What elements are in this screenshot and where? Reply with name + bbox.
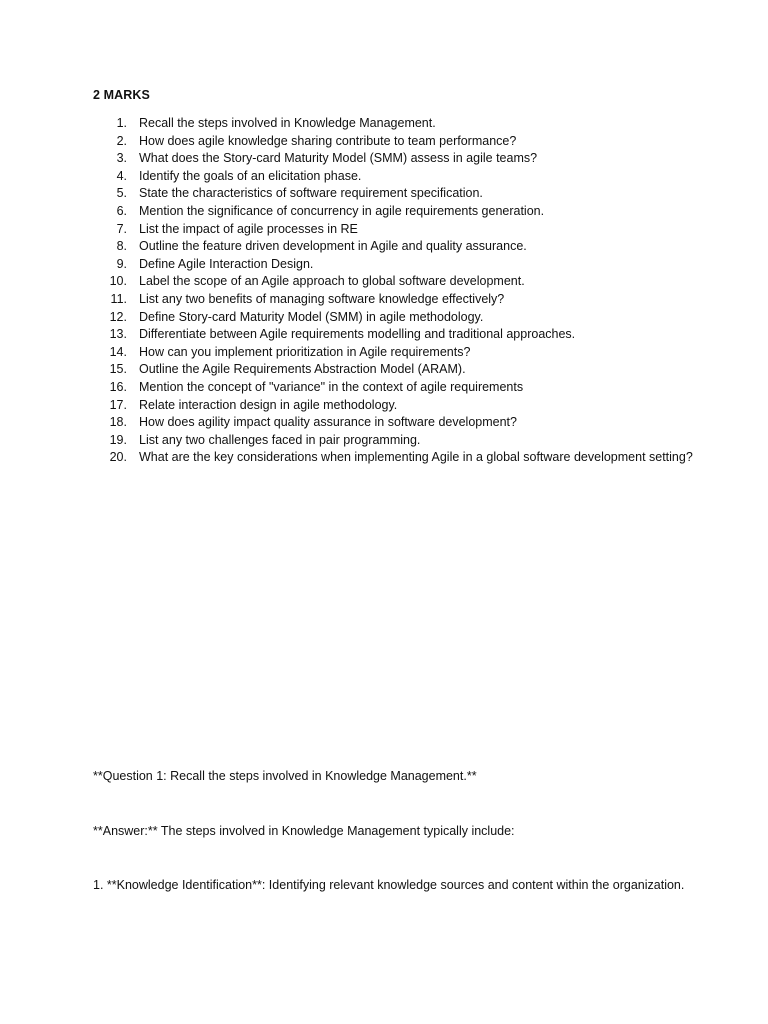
answer-1-step-1: 1. **Knowledge Identification**: Identifying relevant knowledge sources and content within the organization. [93,878,685,892]
list-item-number: 13. [109,327,127,342]
list-item-text: Outline the feature driven development in Agile and quality assurance. [139,239,527,254]
list-item-number: 3. [116,151,127,166]
list-item-text: Define Story-card Maturity Model (SMM) in agile methodology. [139,309,484,324]
list-item-number: 9. [116,256,127,271]
list-item-text: Identify the goals of an elicitation phase. [139,168,362,183]
list-item-text: How can you implement prioritization in Agile requirements? [139,344,471,359]
list-item [93,449,693,467]
list-item-text: Recall the steps involved in Knowledge Management. [139,116,436,130]
list-item [93,115,693,133]
list-item [93,221,693,239]
list-item [93,238,693,256]
list-item [93,150,693,168]
list-item [93,273,693,291]
list-item-text: How does agile knowledge sharing contribute to team performance? [139,133,517,148]
question-1-title: **Question 1: Recall the steps involved in Knowledge Management.** [93,769,477,783]
list-item [93,379,693,397]
question-list [93,115,693,467]
list-item-text: What does the Story-card Maturity Model (SMM) assess in agile teams? [139,151,538,166]
list-item [93,414,693,432]
list-item-text: List any two challenges faced in pair programming. [139,432,421,447]
list-item-number: 11. [110,291,127,306]
list-item-number: 17. [109,397,127,412]
list-item [93,291,693,309]
list-item [93,397,693,415]
list-item-number: 8. [116,239,127,254]
list-item-number: 7. [116,221,127,236]
list-item-number: 14. [109,344,127,359]
list-item-number: 12. [109,309,127,324]
list-item [93,133,693,151]
list-item-text: Mention the significance of concurrency in agile requirements generation. [139,203,545,218]
list-item-number: 15. [109,362,127,377]
list-item-text: How does agility impact quality assurance in software development? [139,415,517,430]
list-item-text: Relate interaction design in agile methodology. [139,397,398,412]
list-item [93,309,693,327]
list-item-text: List the impact of agile processes in RE [139,221,358,236]
list-item [93,326,693,344]
list-item-number: 20. [109,450,127,465]
list-item-text: State the characteristics of software requirement specification. [139,186,483,201]
list-item [93,256,693,274]
list-item-text: Mention the concept of "variance" in the context of agile requirements [139,379,524,394]
list-item-number: 4. [116,168,127,183]
list-item-number: 2. [116,133,127,148]
list-item-number: 5. [116,186,127,201]
list-item-text: Differentiate between Agile requirements modelling and traditional approaches. [139,327,576,342]
answer-1-intro: **Answer:** The steps involved in Knowledge Management typically include: [93,824,515,838]
list-item-text: Define Agile Interaction Design. [139,256,314,271]
list-item-number: 10. [109,274,127,289]
section-heading: 2 MARKS [93,88,150,102]
list-item-number: 1. [116,116,127,130]
list-item-number: 16. [109,379,127,394]
list-item [93,185,693,203]
list-item-text: Label the scope of an Agile approach to global software development. [139,274,525,289]
list-item-number: 19. [109,432,127,447]
list-item [93,168,693,186]
list-item-number: 18. [109,415,127,430]
list-item-text: Outline the Agile Requirements Abstraction Model (ARAM). [139,362,466,377]
list-item [93,203,693,221]
list-item-number: 6. [116,203,127,218]
list-item [93,344,693,362]
list-item [93,361,693,379]
list-item-text: What are the key considerations when implementing Agile in a global software development setting? [139,450,693,465]
list-item-text: List any two benefits of managing software knowledge effectively? [139,291,505,306]
list-item [93,432,693,450]
